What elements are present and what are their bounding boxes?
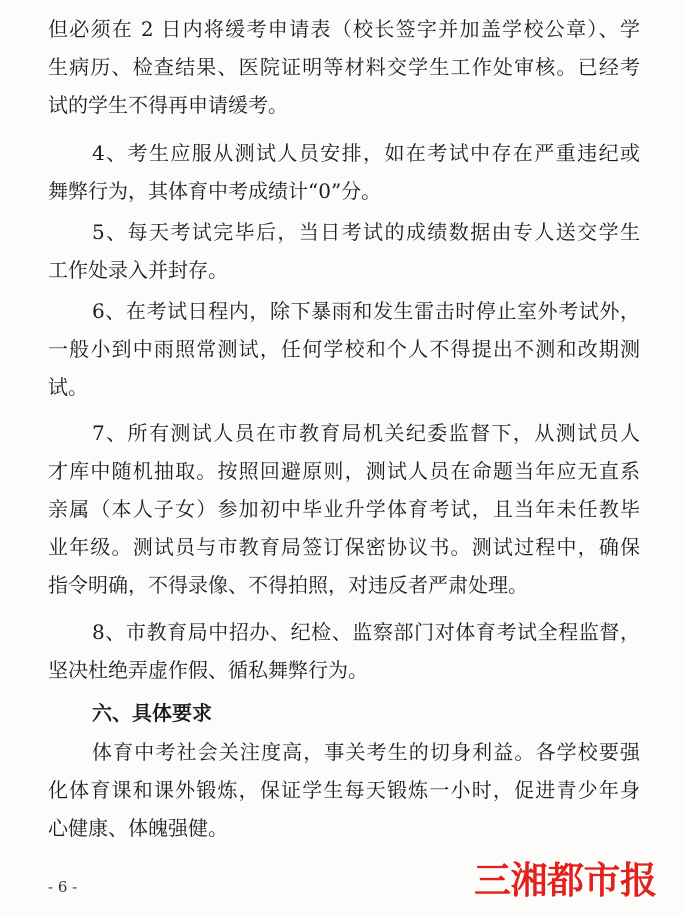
text-line: 心健康、体魄强健。 [48, 816, 228, 840]
page-number: - 6 - [48, 878, 78, 896]
text-line: 才库中随机抽取。按照回避原则，测试人员在命题当年应无直系 [48, 459, 640, 483]
section-heading: 六、具体要求 [92, 701, 212, 725]
text-line: 坚决杜绝弄虚作假、循私舞弊行为。 [48, 658, 368, 682]
paragraph-section-body [48, 733, 640, 847]
text-line: 亲属（本人子女）参加初中毕业升学体育考试，且当年未任教毕 [48, 497, 640, 521]
text-line: 7、所有测试人员在市教育局机关纪委监督下，从测试员人 [92, 421, 640, 445]
paragraph-item-8 [48, 613, 640, 689]
text-line: 生病历、检查结果、医院证明等材料交学生工作处审核。已经考 [48, 55, 640, 79]
text-line: 一般小到中雨照常测试，任何学校和个人不得提出不测和改期测 [48, 337, 640, 361]
paragraph-item-6 [48, 292, 640, 406]
text-line: 但必须在 2 日内将缓考申请表（校长签字并加盖学校公章）、学 [48, 17, 640, 41]
text-line: 试。 [48, 375, 88, 399]
text-line: 体育中考社会关注度高，事关考生的切身利益。各学校要强 [92, 740, 640, 764]
paragraph-item-7 [48, 414, 640, 604]
paragraph-continuation [48, 10, 640, 124]
paragraph-item-4 [48, 134, 640, 210]
text-line: 5、每天考试完毕后，当日考试的成绩数据由专人送交学生 [92, 220, 640, 244]
text-line: 化体育课和课外锻炼，保证学生每天锻炼一小时，促进青少年身 [48, 778, 640, 802]
section-heading-block [48, 694, 640, 732]
text-line: 6、在考试日程内，除下暴雨和发生雷击时停止室外考试外， [92, 299, 640, 323]
text-line: 8、市教育局中招办、纪检、监察部门对体育考试全程监督， [92, 620, 640, 644]
text-line: 指令明确，不得录像、不得拍照，对违反者严肃处理。 [48, 573, 528, 597]
text-line: 工作处录入并封存。 [48, 258, 228, 282]
text-line: 4、考生应服从测试人员安排，如在考试中存在严重违纪或 [92, 141, 640, 165]
text-line: 业年级。测试员与市教育局签订保密协议书。测试过程中，确保 [48, 535, 640, 559]
text-line: 试的学生不得再申请缓考。 [48, 93, 288, 117]
watermark-logo: 三湘都市报 [474, 859, 657, 902]
paragraph-item-5 [48, 213, 640, 289]
text-line: 舞弊行为，其体育中考成绩计“0”分。 [48, 179, 382, 203]
